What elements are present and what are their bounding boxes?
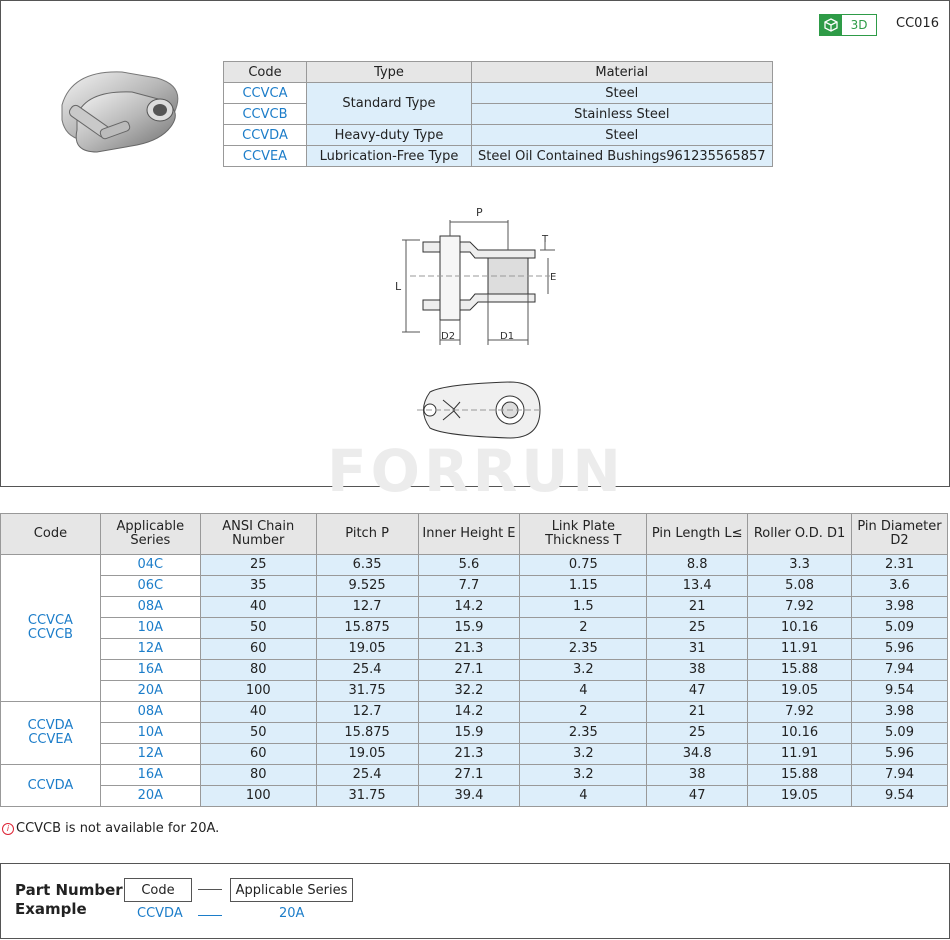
table-row bbox=[1, 723, 948, 744]
column-header: ANSI Chain Number bbox=[200, 514, 316, 555]
spec-value-cell: 13.4 bbox=[647, 576, 748, 597]
spec-value-cell: 5.08 bbox=[748, 576, 852, 597]
code-link[interactable]: CCVCB bbox=[27, 627, 73, 642]
separator-dash bbox=[198, 889, 222, 890]
spec-value-cell: 3.3 bbox=[748, 555, 852, 576]
spec-value-cell: 38 bbox=[647, 765, 748, 786]
spec-value-cell: 100 bbox=[200, 681, 316, 702]
code-link[interactable]: CCVCA bbox=[224, 83, 307, 104]
type-cell: Heavy-duty Type bbox=[307, 125, 472, 146]
spec-value-cell: 47 bbox=[647, 681, 748, 702]
code-group-cell[interactable] bbox=[1, 702, 101, 765]
column-header: Code bbox=[224, 62, 307, 83]
spec-value-cell: 35 bbox=[200, 576, 316, 597]
material-cell: Steel bbox=[472, 83, 773, 104]
spec-value-cell: 25.4 bbox=[316, 660, 418, 681]
column-header: Pin Diameter D2 bbox=[852, 514, 948, 555]
spec-value-cell: 25 bbox=[200, 555, 316, 576]
spec-value-cell: 2.35 bbox=[520, 723, 647, 744]
cube-icon bbox=[820, 15, 842, 35]
code-link[interactable]: CCVDA bbox=[224, 125, 307, 146]
spec-value-cell: 2.35 bbox=[520, 639, 647, 660]
spec-value-cell: 5.09 bbox=[852, 723, 948, 744]
type-cell: Lubrication-Free Type bbox=[307, 146, 472, 167]
table-header-row bbox=[224, 62, 773, 83]
column-header: Material bbox=[472, 62, 773, 83]
column-header: Link Plate Thickness T bbox=[520, 514, 647, 555]
spec-value-cell: 11.91 bbox=[748, 744, 852, 765]
spec-value-cell: 14.2 bbox=[418, 702, 520, 723]
side-view-drawing bbox=[390, 200, 560, 350]
spec-value-cell: 15.875 bbox=[316, 618, 418, 639]
column-header: Roller O.D. D1 bbox=[748, 514, 852, 555]
series-field-box: Applicable Series bbox=[230, 878, 353, 902]
table-row bbox=[1, 660, 948, 681]
spec-value-cell: 32.2 bbox=[418, 681, 520, 702]
spec-value-cell: 3.2 bbox=[520, 660, 647, 681]
column-header: Pitch P bbox=[316, 514, 418, 555]
dim-pitch-label: P bbox=[476, 206, 483, 219]
spec-value-cell: 38 bbox=[647, 660, 748, 681]
series-link[interactable]: 08A bbox=[100, 702, 200, 723]
spec-value-cell: 3.2 bbox=[520, 744, 647, 765]
series-link[interactable]: 06C bbox=[100, 576, 200, 597]
dim-roller-od-label: D1 bbox=[500, 331, 515, 342]
spec-value-cell: 5.96 bbox=[852, 639, 948, 660]
spec-value-cell: 8.8 bbox=[647, 555, 748, 576]
svg-text:FORRUN: FORRUN bbox=[327, 443, 625, 497]
spec-value-cell: 31.75 bbox=[316, 681, 418, 702]
spec-value-cell: 7.7 bbox=[418, 576, 520, 597]
spec-value-cell: 34.8 bbox=[647, 744, 748, 765]
code-link[interactable]: CCVCB bbox=[224, 104, 307, 125]
spec-value-cell: 100 bbox=[200, 786, 316, 807]
spec-value-cell: 60 bbox=[200, 744, 316, 765]
part-number-title: Part Number Example bbox=[15, 881, 123, 918]
series-link[interactable]: 10A bbox=[100, 618, 200, 639]
spec-value-cell: 21.3 bbox=[418, 639, 520, 660]
spec-value-cell: 7.94 bbox=[852, 765, 948, 786]
spec-value-cell: 15.88 bbox=[748, 660, 852, 681]
spec-value-cell: 19.05 bbox=[748, 681, 852, 702]
spec-value-cell: 21 bbox=[647, 702, 748, 723]
spec-value-cell: 5.96 bbox=[852, 744, 948, 765]
specification-table bbox=[0, 513, 948, 807]
spec-value-cell: 15.875 bbox=[316, 723, 418, 744]
part-number-example-panel bbox=[0, 863, 950, 939]
spec-value-cell: 25 bbox=[647, 723, 748, 744]
spec-value-cell: 25 bbox=[647, 618, 748, 639]
example-series: 20A bbox=[279, 906, 305, 921]
code-link[interactable]: CCVDA bbox=[27, 777, 74, 793]
top-view-drawing bbox=[415, 378, 545, 443]
spec-value-cell: 14.2 bbox=[418, 597, 520, 618]
spec-value-cell: 12.7 bbox=[316, 702, 418, 723]
spec-value-cell: 40 bbox=[200, 702, 316, 723]
spec-value-cell: 31 bbox=[647, 639, 748, 660]
3d-model-button[interactable] bbox=[819, 14, 877, 36]
spec-value-cell: 7.92 bbox=[748, 597, 852, 618]
availability-note bbox=[2, 821, 219, 836]
dim-inner-height-label: E bbox=[550, 272, 557, 283]
series-link[interactable]: 20A bbox=[100, 681, 200, 702]
code-group-cell[interactable] bbox=[1, 765, 101, 807]
column-header: Applicable Series bbox=[100, 514, 200, 555]
spec-value-cell: 15.9 bbox=[418, 618, 520, 639]
series-link[interactable]: 20A bbox=[100, 786, 200, 807]
column-header: Code bbox=[1, 514, 101, 555]
spec-value-cell: 10.16 bbox=[748, 618, 852, 639]
code-field-box: Code bbox=[124, 878, 192, 902]
table-row bbox=[1, 576, 948, 597]
code-group-cell[interactable] bbox=[1, 555, 101, 702]
spec-value-cell: 25.4 bbox=[316, 765, 418, 786]
example-code: CCVDA bbox=[137, 906, 183, 921]
table-row bbox=[1, 786, 948, 807]
spec-value-cell: 6.35 bbox=[316, 555, 418, 576]
type-material-table bbox=[223, 61, 773, 167]
type-cell: Standard Type bbox=[307, 83, 472, 125]
spec-value-cell: 4 bbox=[520, 681, 647, 702]
series-link[interactable]: 12A bbox=[100, 744, 200, 765]
spec-value-cell: 3.2 bbox=[520, 765, 647, 786]
table-row bbox=[1, 681, 948, 702]
spec-value-cell: 9.54 bbox=[852, 786, 948, 807]
spec-value-cell: 1.15 bbox=[520, 576, 647, 597]
3d-label: 3D bbox=[850, 18, 868, 32]
chain-link-photo bbox=[42, 60, 192, 175]
table-row bbox=[224, 104, 773, 125]
spec-value-cell: 5.6 bbox=[418, 555, 520, 576]
spec-value-cell: 9.525 bbox=[316, 576, 418, 597]
column-header: Type bbox=[307, 62, 472, 83]
spec-value-cell: 19.05 bbox=[316, 639, 418, 660]
code-link[interactable]: CCVCA bbox=[27, 613, 73, 628]
spec-value-cell: 19.05 bbox=[316, 744, 418, 765]
spec-value-cell: 80 bbox=[200, 660, 316, 681]
column-header: Pin Length L≤ bbox=[647, 514, 748, 555]
note-text: CCVCB is not available for 20A. bbox=[16, 821, 220, 836]
spec-value-cell: 7.94 bbox=[852, 660, 948, 681]
dim-pin-diameter-label: D2 bbox=[441, 331, 456, 342]
spec-value-cell: 2.31 bbox=[852, 555, 948, 576]
table-row bbox=[224, 146, 773, 167]
spec-value-cell: 12.7 bbox=[316, 597, 418, 618]
example-separator bbox=[198, 915, 222, 916]
dim-pin-length-label: L bbox=[395, 280, 402, 293]
spec-value-cell: 80 bbox=[200, 765, 316, 786]
spec-value-cell: 3.6 bbox=[852, 576, 948, 597]
table-row bbox=[224, 125, 773, 146]
code-link[interactable]: CCVEA bbox=[28, 732, 73, 747]
material-cell: Steel bbox=[472, 125, 773, 146]
series-link[interactable]: 04C bbox=[100, 555, 200, 576]
series-link[interactable]: 08A bbox=[100, 597, 200, 618]
table-row bbox=[1, 597, 948, 618]
series-link[interactable]: 12A bbox=[100, 639, 200, 660]
spec-value-cell: 7.92 bbox=[748, 702, 852, 723]
table-row bbox=[1, 744, 948, 765]
spec-value-cell: 27.1 bbox=[418, 660, 520, 681]
spec-value-cell: 4 bbox=[520, 786, 647, 807]
column-header: Inner Height E bbox=[418, 514, 520, 555]
spec-value-cell: 47 bbox=[647, 786, 748, 807]
document-code: CC016 bbox=[896, 16, 939, 31]
info-icon: i bbox=[2, 823, 14, 835]
material-cell: Stainless Steel bbox=[472, 104, 773, 125]
series-link[interactable]: 16A bbox=[100, 660, 200, 681]
spec-value-cell: 3.98 bbox=[852, 702, 948, 723]
spec-value-cell: 0.75 bbox=[520, 555, 647, 576]
series-link[interactable]: 10A bbox=[100, 723, 200, 744]
spec-value-cell: 21 bbox=[647, 597, 748, 618]
spec-value-cell: 15.9 bbox=[418, 723, 520, 744]
spec-value-cell: 2 bbox=[520, 618, 647, 639]
table-row bbox=[1, 555, 948, 576]
series-link[interactable]: 16A bbox=[100, 765, 200, 786]
spec-value-cell: 3.98 bbox=[852, 597, 948, 618]
spec-value-cell: 50 bbox=[200, 618, 316, 639]
brand-watermark bbox=[322, 443, 630, 497]
spec-value-cell: 31.75 bbox=[316, 786, 418, 807]
spec-value-cell: 9.54 bbox=[852, 681, 948, 702]
spec-value-cell: 21.3 bbox=[418, 744, 520, 765]
spec-value-cell: 15.88 bbox=[748, 765, 852, 786]
spec-value-cell: 5.09 bbox=[852, 618, 948, 639]
spec-value-cell: 2 bbox=[520, 702, 647, 723]
spec-value-cell: 60 bbox=[200, 639, 316, 660]
table-row bbox=[224, 83, 773, 104]
code-link[interactable]: CCVEA bbox=[224, 146, 307, 167]
material-cell: Steel Oil Contained Bushings961235565857 bbox=[472, 146, 773, 167]
spec-value-cell: 10.16 bbox=[748, 723, 852, 744]
spec-value-cell: 11.91 bbox=[748, 639, 852, 660]
spec-value-cell: 1.5 bbox=[520, 597, 647, 618]
spec-value-cell: 50 bbox=[200, 723, 316, 744]
spec-value-cell: 27.1 bbox=[418, 765, 520, 786]
code-link[interactable]: CCVDA bbox=[27, 718, 74, 733]
spec-value-cell: 19.05 bbox=[748, 786, 852, 807]
table-row bbox=[1, 618, 948, 639]
table-header-row bbox=[1, 514, 948, 555]
dim-thickness-label: T bbox=[542, 234, 549, 245]
table-row bbox=[1, 702, 948, 723]
table-row bbox=[1, 765, 948, 786]
spec-value-cell: 39.4 bbox=[418, 786, 520, 807]
spec-value-cell: 40 bbox=[200, 597, 316, 618]
table-row bbox=[1, 639, 948, 660]
